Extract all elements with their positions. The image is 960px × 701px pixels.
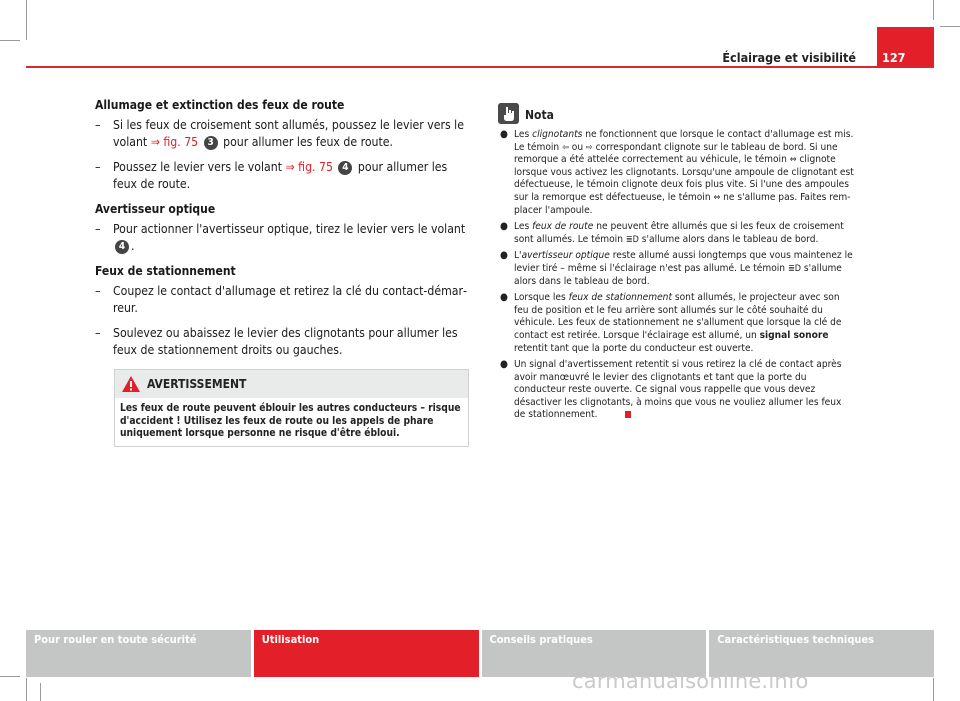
crop-mark bbox=[0, 40, 20, 41]
step-text: Soulevez ou abaissez le levier des clignotants pour allumer les feux de stationnement droits ou gauches. bbox=[113, 326, 458, 357]
trailer-indicator-icon: ⇔ bbox=[713, 192, 721, 203]
tab-safety[interactable]: Pour rouler en toute sécurité bbox=[26, 630, 251, 677]
warning-title: AVERTISSEMENT bbox=[147, 377, 247, 391]
text: sont allumés, le projecteur avec son feu de position et le feu arrière sont allumés sur le côté souhaité du véhicule. Les feux de stationnement ne s'allument que lorsque la clé de contact est retirée. Lorsque l'éclairage est allumé, un bbox=[514, 292, 842, 341]
high-beam-icon: ≣D bbox=[787, 263, 801, 274]
crop-mark bbox=[933, 678, 934, 701]
text: L' bbox=[514, 250, 522, 262]
step-text: pour allumer les feux de route. bbox=[219, 135, 394, 149]
left-column bbox=[95, 97, 470, 367]
text: Lorsque les bbox=[514, 292, 569, 304]
figure-link[interactable]: ⇒ fig. 75 bbox=[150, 135, 199, 149]
header-title: Éclairage et visibilité bbox=[722, 50, 856, 65]
text: correspondant clignote sur le tableau de bord. Si une remorque a été attelée correctement au véhicule, le témoin bbox=[514, 141, 838, 166]
step-dash: – bbox=[95, 160, 101, 174]
crop-mark bbox=[40, 683, 41, 701]
crop-mark bbox=[26, 678, 27, 701]
text: s'allume alors dans le tableau de bord. bbox=[638, 233, 819, 245]
tab-operation[interactable]: Utilisation bbox=[254, 630, 479, 677]
watermark: carmanualsonline.info bbox=[572, 669, 809, 693]
text: clignote lorsque vous activez les clignotants. Lorsqu'une ampoule de clignotant est défectueuse, le témoin clignote deux fois plus vite. Si l'une des ampoules sur la remorque est défectueuse, le témoin bbox=[514, 154, 854, 203]
crop-mark bbox=[933, 0, 934, 20]
warning-header bbox=[115, 370, 468, 398]
step-dash: – bbox=[95, 284, 101, 298]
nota-item bbox=[498, 359, 854, 422]
italic-term: feux de stationnement bbox=[568, 292, 673, 304]
step-dash: – bbox=[95, 222, 101, 236]
italic-term: avertisseur optique bbox=[521, 250, 610, 262]
high-beam-icon: ≣D bbox=[625, 234, 639, 245]
trailer-indicator-icon: ⇔ bbox=[789, 155, 797, 166]
italic-term: clignotants bbox=[532, 129, 583, 140]
step-text: Coupez le contact d'allumage et retirez la clé du contact-démarreur. bbox=[113, 284, 467, 315]
text: reste allumé aussi longtemps que vous maintenez le levier tiré – même si l'éclairage n'est pas allumé. Le témoin bbox=[514, 250, 853, 274]
text: ou bbox=[568, 141, 586, 153]
step bbox=[95, 117, 470, 151]
callout-badge: 3 bbox=[204, 136, 218, 150]
figure-link[interactable]: ⇒ fig. 75 bbox=[285, 160, 333, 174]
section-heading-flash: Avertisseur optique bbox=[95, 202, 216, 216]
step-dash: – bbox=[95, 118, 101, 132]
step-text: . bbox=[131, 239, 135, 253]
step bbox=[95, 325, 470, 359]
nota-column bbox=[498, 103, 854, 426]
text: ne fonctionnent que lorsque le contact d'allumage est mis. Le témoin bbox=[514, 129, 854, 153]
section-heading-parking: Feux de stationnement bbox=[95, 264, 236, 278]
page-number: 127 bbox=[882, 50, 906, 65]
step-text: Poussez le levier vers le volant bbox=[113, 160, 286, 174]
warning-triangle-icon bbox=[121, 375, 141, 393]
crop-mark bbox=[940, 26, 960, 27]
info-hand-icon bbox=[498, 103, 519, 124]
step-text: Pour actionner l'avertisseur optique, tirez le levier vers le volant bbox=[113, 222, 466, 236]
step bbox=[95, 159, 470, 193]
step bbox=[95, 221, 470, 255]
text: Les bbox=[514, 129, 533, 140]
nota-header bbox=[498, 103, 854, 127]
text: ne peuvent être allumés que si les feux de croisement sont allumés. Le témoin bbox=[514, 221, 844, 245]
nota-item bbox=[498, 292, 854, 355]
tab-technical-data[interactable]: Caractéristiques techniques bbox=[709, 630, 934, 677]
bullet-dot: ● bbox=[500, 292, 508, 304]
nota-title: Nota bbox=[525, 108, 554, 122]
bullet-dot: ● bbox=[500, 221, 508, 233]
bold-term: signal sonore bbox=[759, 329, 829, 341]
italic-term: feux de route bbox=[532, 221, 594, 233]
tab-practical-tips[interactable]: Conseils pratiques bbox=[482, 630, 707, 677]
bullet-dot: ● bbox=[500, 250, 508, 262]
crop-mark bbox=[0, 676, 20, 677]
step bbox=[95, 283, 470, 317]
section-end-marker bbox=[625, 411, 631, 418]
warning-box bbox=[114, 369, 469, 447]
nota-item bbox=[498, 250, 854, 288]
nota-item bbox=[498, 129, 854, 217]
step-dash: – bbox=[95, 326, 101, 340]
text: s'allume alors dans le tableau de bord. bbox=[514, 262, 842, 287]
nota-item bbox=[498, 221, 854, 246]
warning-text: Les feux de route peuvent éblouir les autres conducteurs – risque d'accident ! Utilisez les feux de route ou les appels de phare uniquement lorsque personne ne risque d'être ébloui. bbox=[120, 403, 461, 439]
bullet-dot: ● bbox=[500, 359, 508, 371]
text: ne s'allume pas. Faites remplacer l'ampoule. bbox=[514, 191, 851, 216]
callout-badge: 4 bbox=[115, 240, 129, 254]
text: Les bbox=[514, 221, 533, 233]
bullet-dot: ● bbox=[500, 129, 508, 140]
header-rule bbox=[26, 66, 934, 68]
callout-badge: 4 bbox=[338, 161, 352, 175]
turn-left-icon: ⇦ bbox=[562, 142, 569, 153]
text: retentit tant que la porte du conducteur est ouverte. bbox=[514, 342, 754, 354]
crop-mark bbox=[26, 0, 27, 40]
step-text: Si les feux de croisement sont allumés, poussez le levier vers le volant bbox=[113, 118, 464, 149]
text: Un signal d'avertissement retentit si vous retirez la clé de contact après avoir manœuvré le levier des clignotants et tant que la porte du conducteur reste ouverte. Ce signal vous rappelle que vous devez désactiver les clignotants, à moins que vous ne vouliez allumer les feux de stationnement. bbox=[514, 359, 842, 421]
step-text: pour allumer les feux de route. bbox=[113, 160, 448, 191]
turn-right-icon: ⇨ bbox=[585, 142, 593, 153]
section-heading-high-beam: Allumage et extinction des feux de route bbox=[95, 98, 345, 112]
